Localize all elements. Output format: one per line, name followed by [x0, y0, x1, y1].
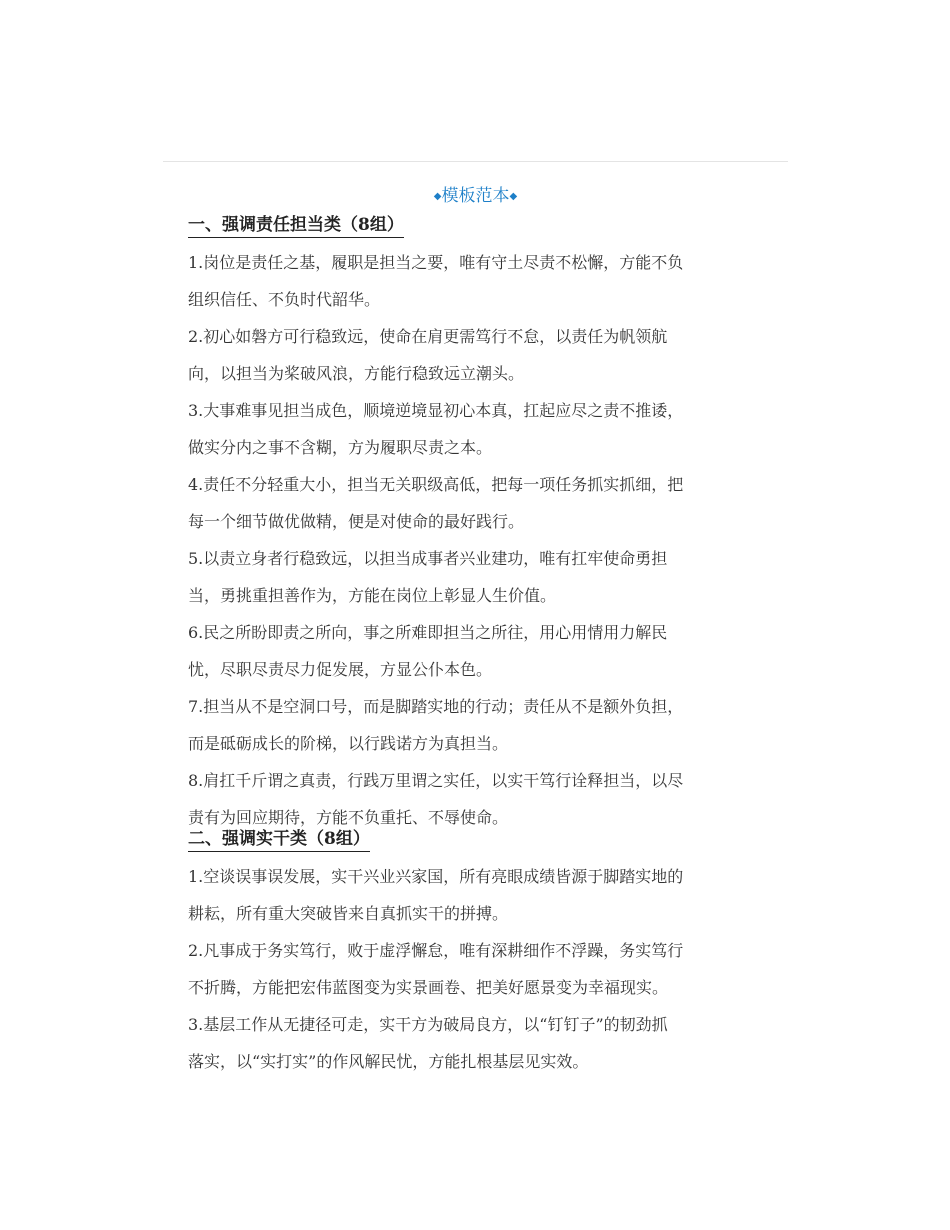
list-item: 3.大事难事见担当成色，顺境逆境显初心本真，扛起应尽之责不推诿， 做实分内之事不含糊，方为履职尽责之本。 [188, 401, 684, 457]
section-heading-responsibility: 一、强调责任担当类（8组） [188, 212, 763, 242]
diamond-right-icon: ◆ [509, 191, 518, 202]
diamond-left-icon: ◆ [433, 191, 442, 202]
list-item: 1.岗位是责任之基，履职是担当之要，唯有守土尽责不松懈，方能不负 组织信任、不负时代韶华。 [188, 253, 684, 309]
list-item: 3.基层工作从无捷径可走，实干方为破局良方，以“钉钉子”的韧劲抓 落实，以“实打实”的作风解民忧，方能扎根基层见实效。 [188, 1015, 668, 1071]
list-item: 1.空谈误事误发展，实干兴业兴家国，所有亮眼成绩皆源于脚踏实地的 耕耘，所有重大突破皆来自真抓实干的拼搏。 [188, 867, 684, 923]
list-item: 6.民之所盼即责之所向，事之所难即担当之所往，用心用情用力解民 忧，尽职尽责尽力促发展，方显公仆本色。 [188, 623, 668, 679]
list-item: 5.以责立身者行稳致远，以担当成事者兴业建功，唯有扛牢使命勇担 当，勇挑重担善作为，方能在岗位上彰显人生价值。 [188, 549, 668, 605]
section-heading-practical-work: 二、强调实干类（8组） [188, 826, 763, 856]
document-body [188, 182, 763, 1080]
list-item: 7.担当从不是空洞口号，而是脚踏实地的行动；责任从不是额外负担， 而是砥砺成长的阶梯，以行践诺方为真担当。 [188, 697, 684, 753]
list-item: 2.凡事成于务实笃行，败于虚浮懈怠，唯有深耕细作不浮躁，务实笃行 不折腾，方能把宏伟蓝图变为实景画卷、把美好愿景变为幸福现实。 [188, 941, 684, 997]
template-title-text: 模板范本 [441, 186, 510, 206]
section-responsibility-items [188, 244, 763, 836]
template-title [188, 182, 763, 210]
list-item: 2.初心如磐方可行稳致远，使命在肩更需笃行不怠，以责任为帆领航 向，以担当为桨破风浪，方能行稳致远立潮头。 [188, 327, 668, 383]
top-divider [163, 161, 788, 162]
list-item: 8.肩扛千斤谓之真责，行践万里谓之实任，以实干笃行诠释担当，以尽 责有为回应期待，方能不负重托、不辱使命。 [188, 771, 684, 827]
list-item: 4.责任不分轻重大小，担当无关职级高低，把每一项任务抓实抓细，把 每一个细节做优做精，便是对使命的最好践行。 [188, 475, 684, 531]
section-practical-work-items [188, 858, 763, 1080]
